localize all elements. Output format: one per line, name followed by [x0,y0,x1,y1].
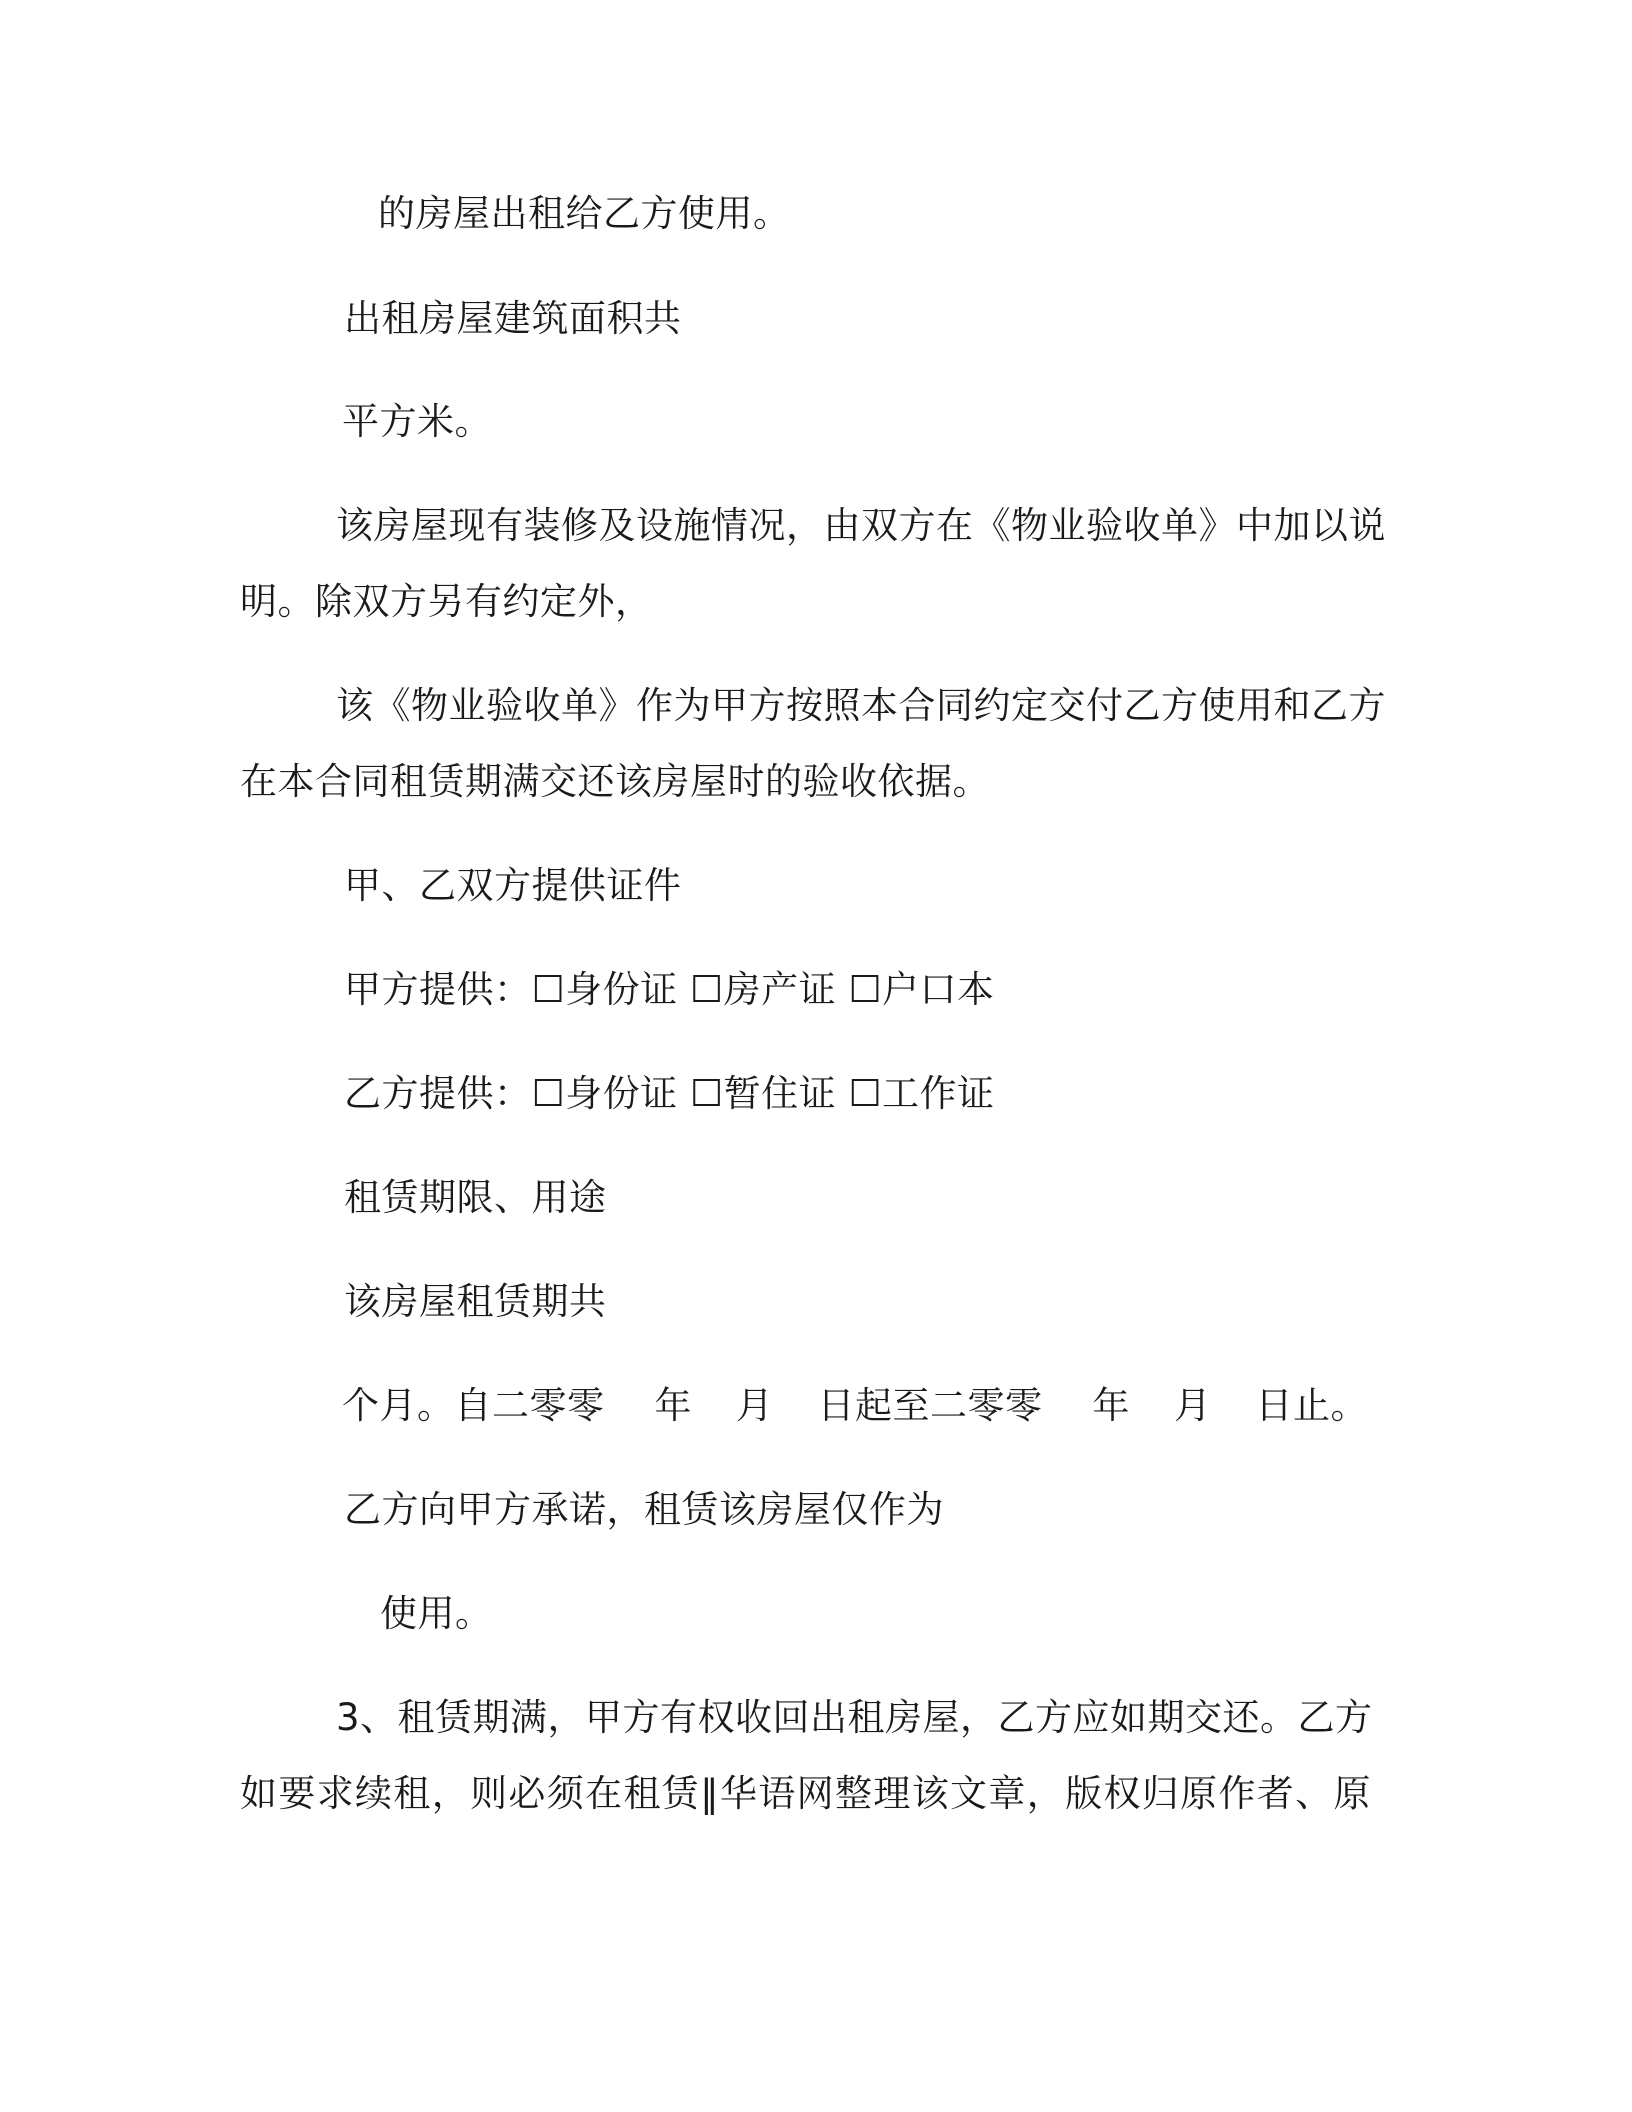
paragraph-line-5: 明。除双方另有约定外， [240,580,653,623]
paragraph-line-13: 乙方向甲方承诺，租赁该房屋仅作为 [344,1488,944,1531]
paragraph-line-8: 甲、乙双方提供证件 [344,864,682,907]
paragraph-line-7: 在本合同租赁期满交还该房屋时的验收依据。 [240,760,990,803]
date-part-end-year: 年 [1092,1384,1130,1427]
date-part-end-month: 月 [1174,1384,1212,1427]
paragraph-line-6: 该《物业验收单》作为甲方按照本合同约定交付乙方使用和乙方 [336,684,1386,727]
date-range-line [342,1382,1368,1430]
date-part-start-year: 年 [654,1384,692,1427]
date-part-start-day: 日起至二零零 [817,1384,1043,1427]
paragraph-line-12: 该房屋租赁期共 [344,1280,607,1323]
paragraph-line-10: 乙方提供：☐身份证 ☐暂住证 ☐工作证 [344,1072,995,1115]
paragraph-line-1: 的房屋出租给乙方使用。 [378,192,791,235]
paragraph-line-15: 3、租赁期满，甲方有权收回出租房屋，乙方应如期交还。乙方 [336,1696,1373,1739]
paragraph-line-2: 出租房屋建筑面积共 [344,297,682,340]
date-part-end-day: 日止。 [1255,1384,1368,1427]
date-part-months: 个月。自二零零 [342,1384,605,1427]
paragraph-line-9: 甲方提供：☐身份证 ☐房产证 ☐户口本 [344,968,995,1011]
paragraph-line-4: 该房屋现有装修及设施情况，由双方在《物业验收单》中加以说 [336,504,1386,547]
paragraph-line-16: 如要求续租，则必须在租赁‖华语网整理该文章，版权归原作者、原 [240,1772,1371,1815]
date-part-start-month: 月 [736,1384,774,1427]
paragraph-line-14: 使用。 [380,1592,493,1635]
paragraph-line-3: 平方米。 [342,400,492,443]
paragraph-line-11: 租赁期限、用途 [344,1176,607,1219]
